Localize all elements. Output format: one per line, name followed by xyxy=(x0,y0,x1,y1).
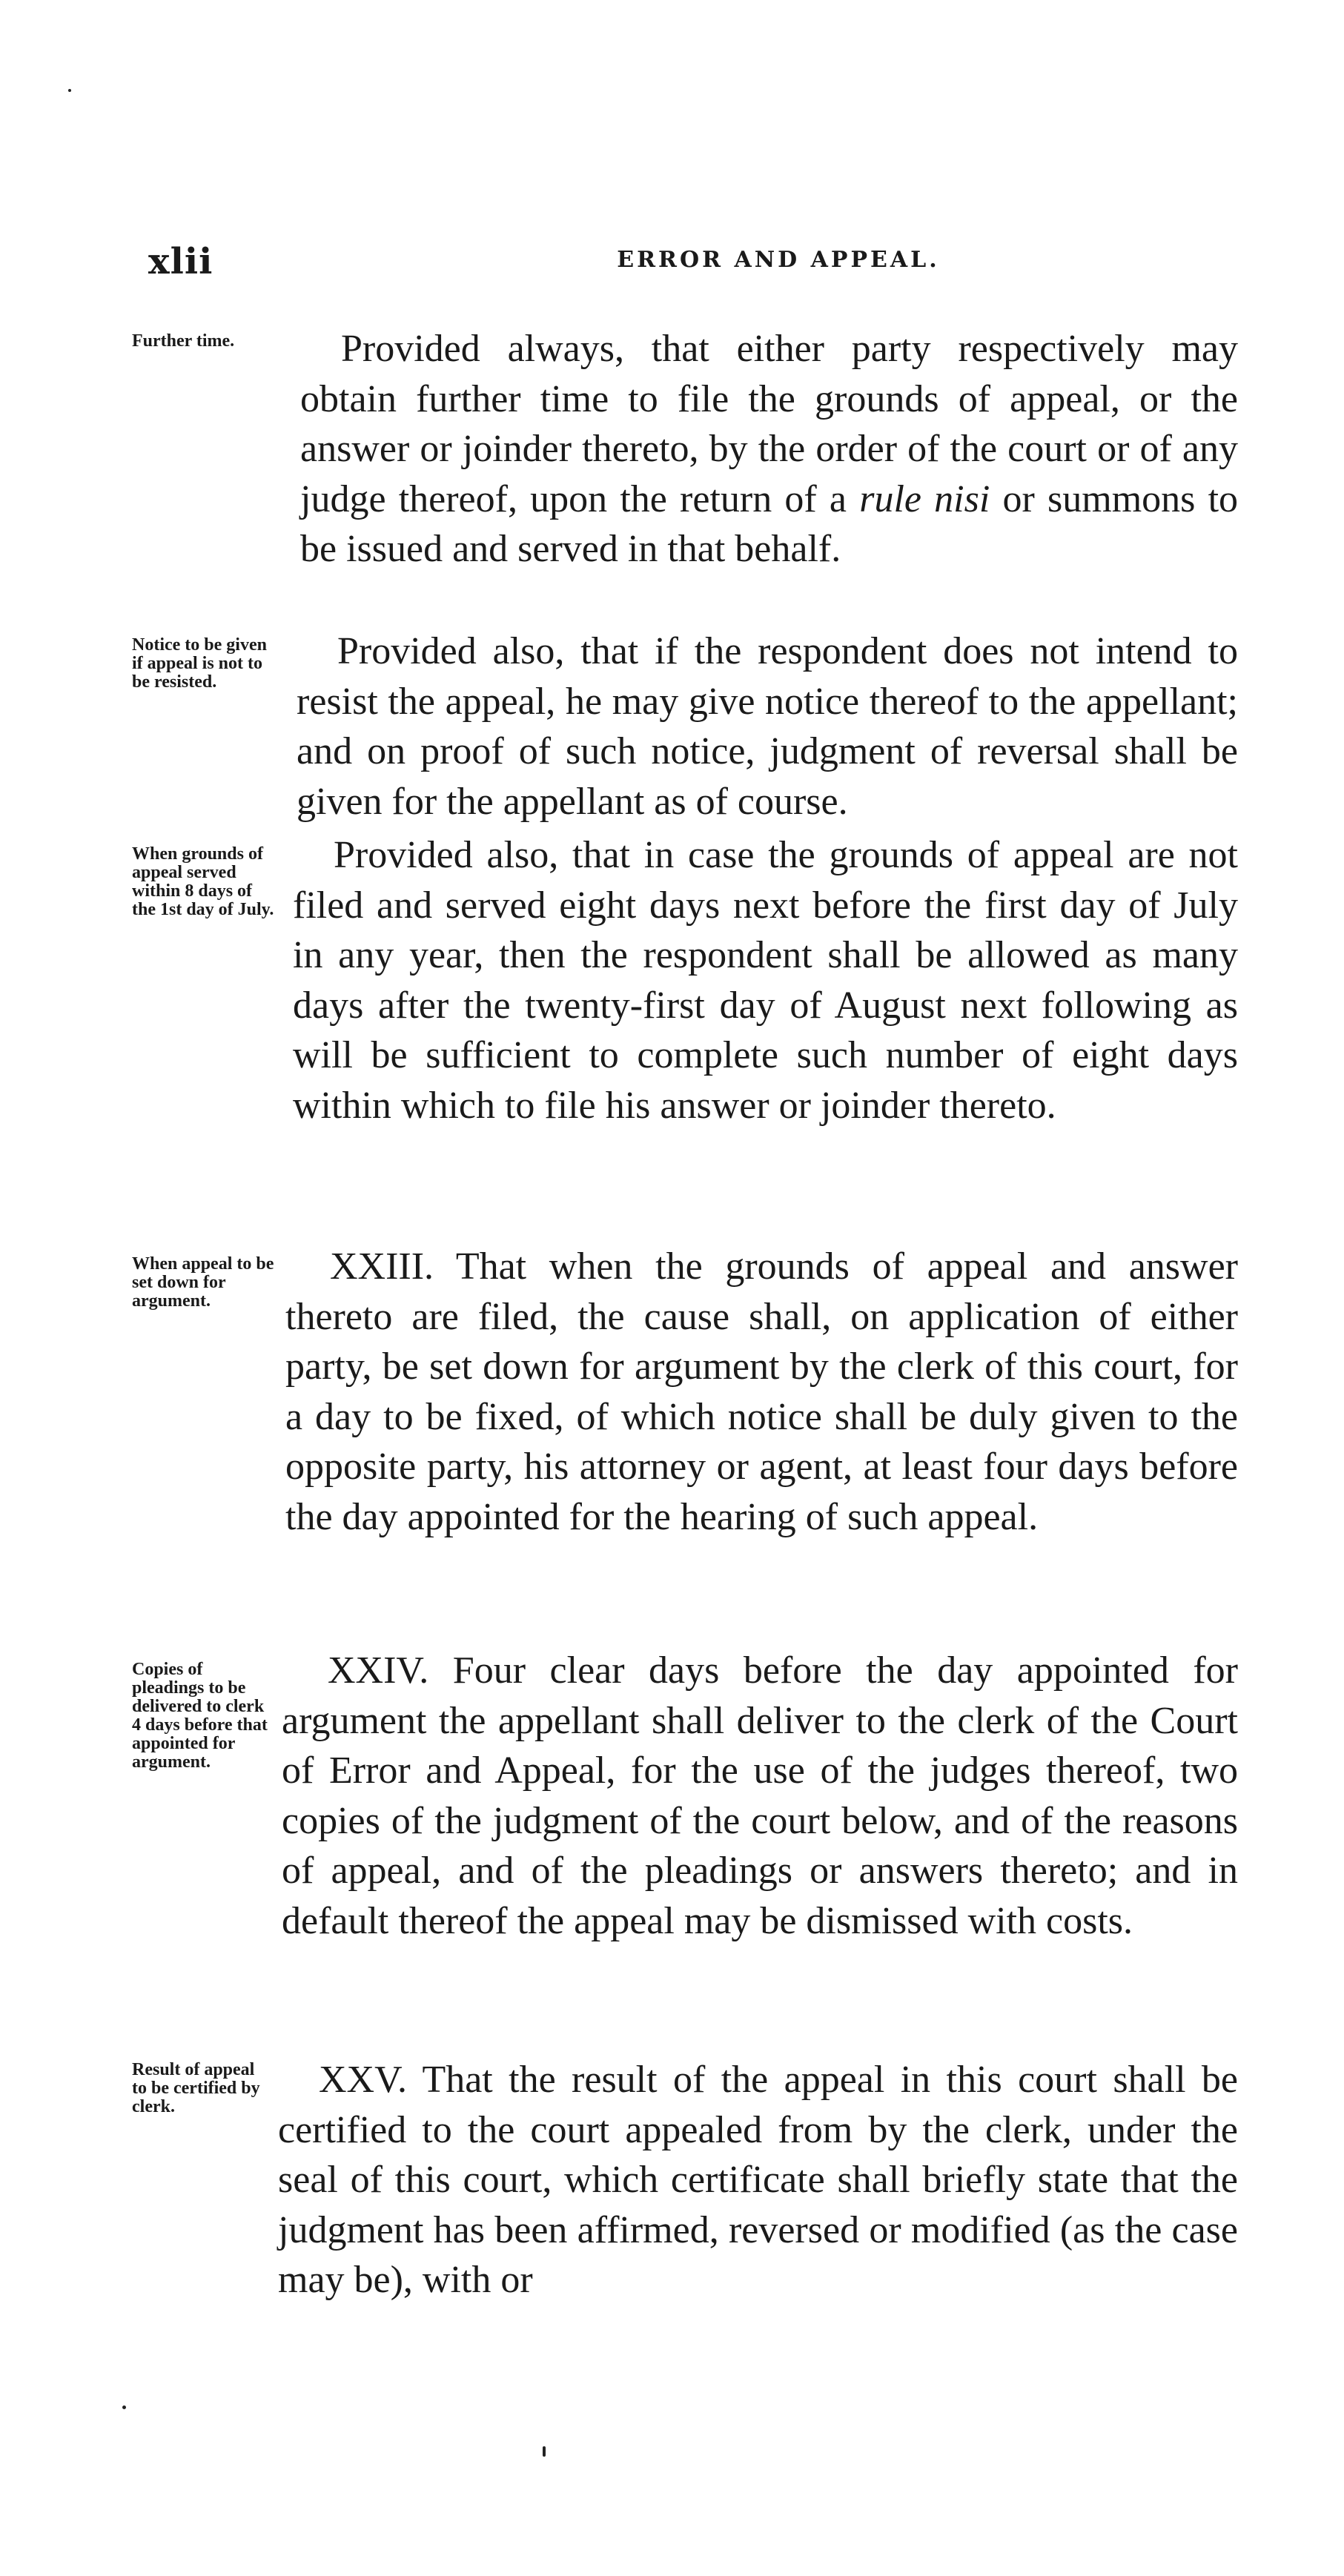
paragraph-text: That the result of the appeal in this court shall be certified to the court appealed from by the clerk, under the seal of this court, which certificate shall briefly state that the judgment has been affirmed, reversed or modified (as the case may be), with or xyxy=(278,2059,1239,2301)
margin-note-grounds-served: When grounds of appeal served within 8 days of the 1st day of July. xyxy=(132,844,274,919)
section-number: XXIV. xyxy=(328,1649,429,1692)
scan-speck xyxy=(122,2406,126,2409)
paragraph-section-xxiii xyxy=(285,1242,1238,1542)
margin-note-set-down: When appeal to be set down for argument. xyxy=(132,1254,274,1311)
paragraph-section-xxiv xyxy=(282,1646,1238,1946)
paragraph-notice-not-resisted: Provided also, that if the respondent does not intend to resist the appeal, he may give notice thereof to the appellant; and on proof of such notice, judgment of reversal shall be given for the appellant as of course. xyxy=(297,630,1238,823)
paragraph-text: That when the grounds of appeal and answer thereto are filed, the cause shall, on application of either party, be set down for argument by the clerk of this court, for a day to be fixed, of which notice shall be duly given to the opposite party, his attorney or agent, at least four days before the day appointed for the hearing of such appeal. xyxy=(285,1245,1238,1538)
paragraph-section-xxv xyxy=(278,2055,1238,2305)
paragraph-text: Provided always, that either party respectively may obtain further time to file the grounds of appeal, or the answer or joinder thereto, by the order of the court or of any judge thereof, upon the return of a xyxy=(300,328,1238,520)
section-number: XXV. xyxy=(319,2059,407,2101)
margin-note-result-certified: Result of appeal to be certified by clerk. xyxy=(132,2060,260,2116)
italic-term: rule nisi xyxy=(859,477,990,520)
running-title: ERROR AND APPEAL. xyxy=(617,247,940,273)
paragraph-text: Four clear days before the day appointed for argument the appellant shall deliver to the clerk of the Court of Error and Appeal, for the use of the judges thereof, two copies of the judgment of the court below, and of the reasons of appeal, and of the pleadings or answers thereto; and in default thereof the appeal may be dismissed with costs. xyxy=(282,1649,1238,1942)
scan-speck xyxy=(68,89,71,92)
scan-speck xyxy=(543,2446,546,2457)
margin-note-notice-not-resisted: Notice to be given if appeal is not to be resisted. xyxy=(132,635,267,692)
margin-note-further-time: Further time. xyxy=(132,331,235,351)
paragraph-text: or summons to be issued and served in that behalf. xyxy=(300,477,1239,570)
paragraph-grounds-served: Provided also, that in case the grounds of appeal are not filed and served eight days next before the first day of July in any year, then the respondent shall be allowed as many days after the twenty-first day of August next following as will be sufficient to complete such number of eight days within which to file his answer or joinder thereto. xyxy=(293,834,1238,1127)
paragraph-further-time xyxy=(300,324,1238,575)
margin-note-copies-delivered: Copies of pleadings to be delivered to clerk 4 days before that appointed for argument. xyxy=(132,1660,268,1772)
page-number: xlii xyxy=(148,241,213,282)
section-number: XXIII. xyxy=(330,1245,434,1288)
